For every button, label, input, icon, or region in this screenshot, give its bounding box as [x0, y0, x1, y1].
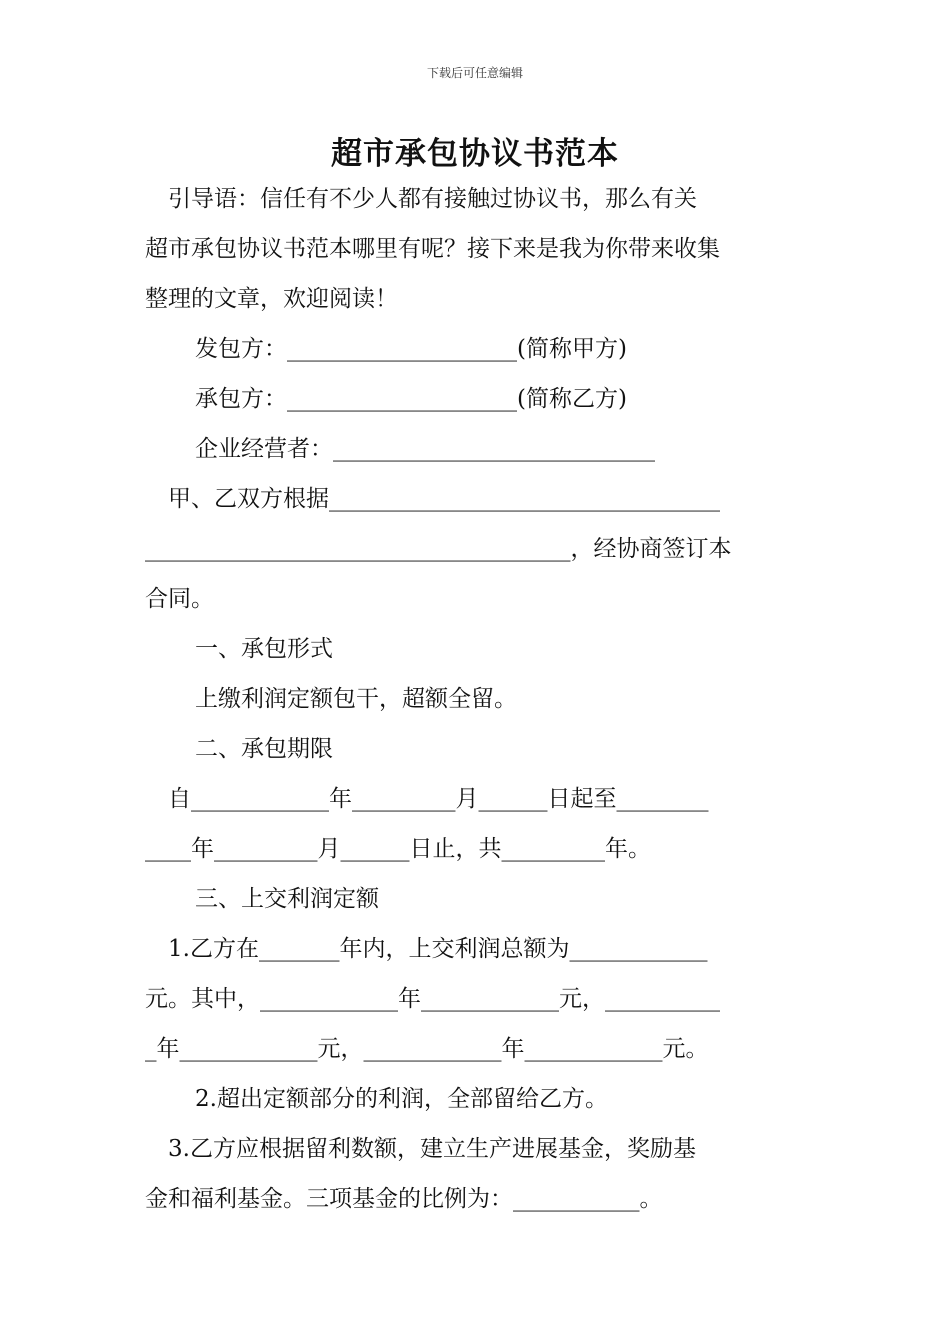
contract-party-issuer: 发包方：____________________(简称甲方) — [195, 336, 627, 362]
section-heading: 三、上交利润定额 — [195, 886, 379, 912]
paragraph-line: 1.乙方在_______年内，上交利润总额为____________ — [145, 936, 708, 962]
paragraph-line: 整理的文章，欢迎阅读！ — [145, 286, 398, 312]
paragraph-line: 3.乙方应根据留利数额，建立生产进展基金，奖励基 — [145, 1136, 696, 1162]
paragraph-line: 元。其中，____________年____________元，__________ — [145, 986, 720, 1012]
paragraph-line: 合同。 — [145, 586, 214, 612]
contract-party-operator: 企业经营者：____________________________ — [195, 436, 655, 462]
paragraph-line: ____年_________月______日止，共_________年。 — [145, 836, 651, 862]
document-title: 超市承包协议书范本 — [331, 136, 619, 172]
paragraph-line: 甲、乙双方根据__________________________________ — [145, 486, 720, 512]
section-heading: 二、承包期限 — [195, 736, 333, 762]
paragraph-line: 2.超出定额部分的利润，全部留给乙方。 — [195, 1086, 608, 1112]
contract-party-contractor: 承包方：____________________(简称乙方) — [195, 386, 627, 412]
paragraph-line: 引导语：信任有不少人都有接触过协议书，那么有关 — [145, 186, 697, 212]
paragraph-line: _____________________________________，经协商签订本 — [145, 536, 732, 562]
page-header-note: 下载后可任意编辑 — [426, 66, 523, 80]
paragraph-line: 自____________年_________月______日起至________ — [145, 786, 709, 812]
paragraph-line: 金和福利基金。三项基金的比例为：___________。 — [145, 1186, 663, 1212]
paragraph-line: _年____________元，____________年____________元。 — [145, 1036, 709, 1062]
paragraph-line: 超市承包协议书范本哪里有呢？接下来是我为你带来收集 — [145, 236, 720, 262]
paragraph-line: 上缴利润定额包干，超额全留。 — [195, 686, 517, 712]
section-heading: 一、承包形式 — [195, 636, 333, 662]
